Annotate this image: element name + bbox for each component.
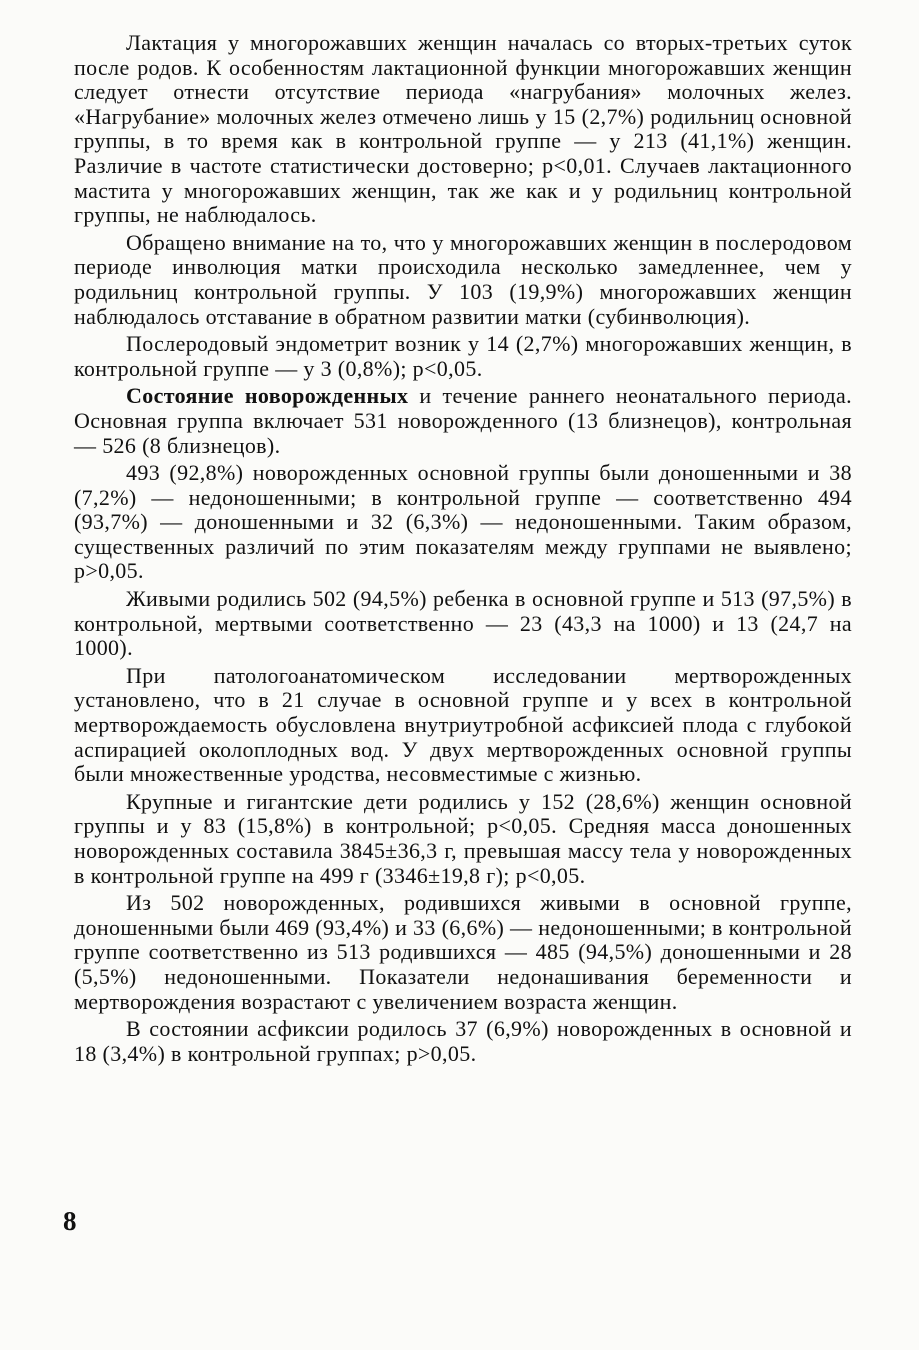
- paragraph-uterine-involution: [74, 231, 852, 329]
- paragraph-text: При патологоанатомическом исследовании мертворожденных установлено, что в 21 случае в основной группе и у всех в контрольной мертворождаемость обусловлена внутриутробной асфиксией плода с глубокой аспирацией околоплодных вод. У двух мертворожденных основной группы были множественные уродства, несовместимые с жизнью.: [74, 662, 852, 787]
- paragraph-text: Из 502 новорожденных, родившихся живыми в основной группе, доношенными были 469 (93,4%) и 33 (6,6%) — недоношенными; в контрольной группе соответственно из 513 родившихся — 485 (94,5%) доношенными и 28 (5,5%) недоношенными. Показатели недонашивания беременности и мертворождения возрастают с увеличением возраста женщин.: [74, 890, 852, 1014]
- paragraph-text: Крупные и гигантские дети родились у 152 (28,6%) женщин основной группы и у 83 (15,8%) в контрольной; р<0,05. Средняя масса доношенных новорожденных составила 3845±36,3 г, превышая массу тела у новорожденных в контрольной группе на 499 г (3346±19,8 г); р<0,05.: [74, 788, 852, 888]
- body-text: [74, 31, 852, 1069]
- paragraph-birth-weight: [74, 790, 852, 888]
- paragraph-pathology: [74, 664, 852, 787]
- paragraph-lactation: [74, 31, 852, 228]
- paragraph-text: Послеродовый эндометрит возник у 14 (2,7%) многорожавших женщин, в контрольной группе — у 3 (0,8%); р<0,05.: [74, 331, 852, 381]
- paragraph-asphyxia: [74, 1017, 852, 1066]
- paragraph-text: Лактация у многорожавших женщин началась со вторых-третьих суток после родов. К особенностям лактационной функции многорожавших женщин следует отнести отсутствие периода «нагрубания» молочных желез. «Нагрубание» молочных желез отмечено лишь у 15 (2,7%) родильниц основной группы, в то время как в контрольной группе — у 213 (41,1%) женщин. Различие в частоте статистически достоверно; р<0,01. Случаев лактационного мастита у многорожавших женщин, так же как и у родильниц контрольной группы, не наблюдалось.: [74, 30, 852, 228]
- paragraph-text: В состоянии асфиксии родилось 37 (6,9%) новорожденных в основной и 18 (3,4%) в контрольной группах; р>0,05.: [74, 1016, 852, 1066]
- section-heading-inline: Состояние новорожденных: [126, 383, 409, 409]
- page-number: 8: [63, 1206, 77, 1236]
- paragraph-live-stillborn: [74, 587, 852, 661]
- paragraph-term-preterm: [74, 461, 852, 584]
- paragraph-text: и течение раннего неонатального периода. Основная группа включает 531 новорожденного (13 близнецов), контрольная — 526 (8 близнецов).: [74, 383, 852, 458]
- paragraph-text: Обращено внимание на то, что у многорожавших женщин в послеродовом периоде инволюция матки происходила несколько замедленнее, чем у родильниц контрольной группы. У 103 (19,9%) многорожавших женщин наблюдалось отставание в обратном развитии матки (субинволюция).: [74, 229, 852, 329]
- paragraph-newborn-condition: [74, 384, 852, 458]
- paragraph-live-born-outcomes: [74, 891, 852, 1014]
- paragraph-endometritis: [74, 332, 852, 381]
- paragraph-text: 493 (92,8%) новорожденных основной группы были доношенными и 38 (7,2%) — недоношенными; в контрольной группе — соответственно 494 (93,7%) — доношенными и 32 (6,3%) — недоношенными. Таким образом, существенных различий по этим показателям между группами не выявлено; р>0,05.: [74, 460, 852, 584]
- paragraph-text: Живыми родились 502 (94,5%) ребенка в основной группе и 513 (97,5%) в контрольной, мертвыми соответственно — 23 (43,3 на 1000) и 13 (24,7 на 1000).: [74, 586, 852, 661]
